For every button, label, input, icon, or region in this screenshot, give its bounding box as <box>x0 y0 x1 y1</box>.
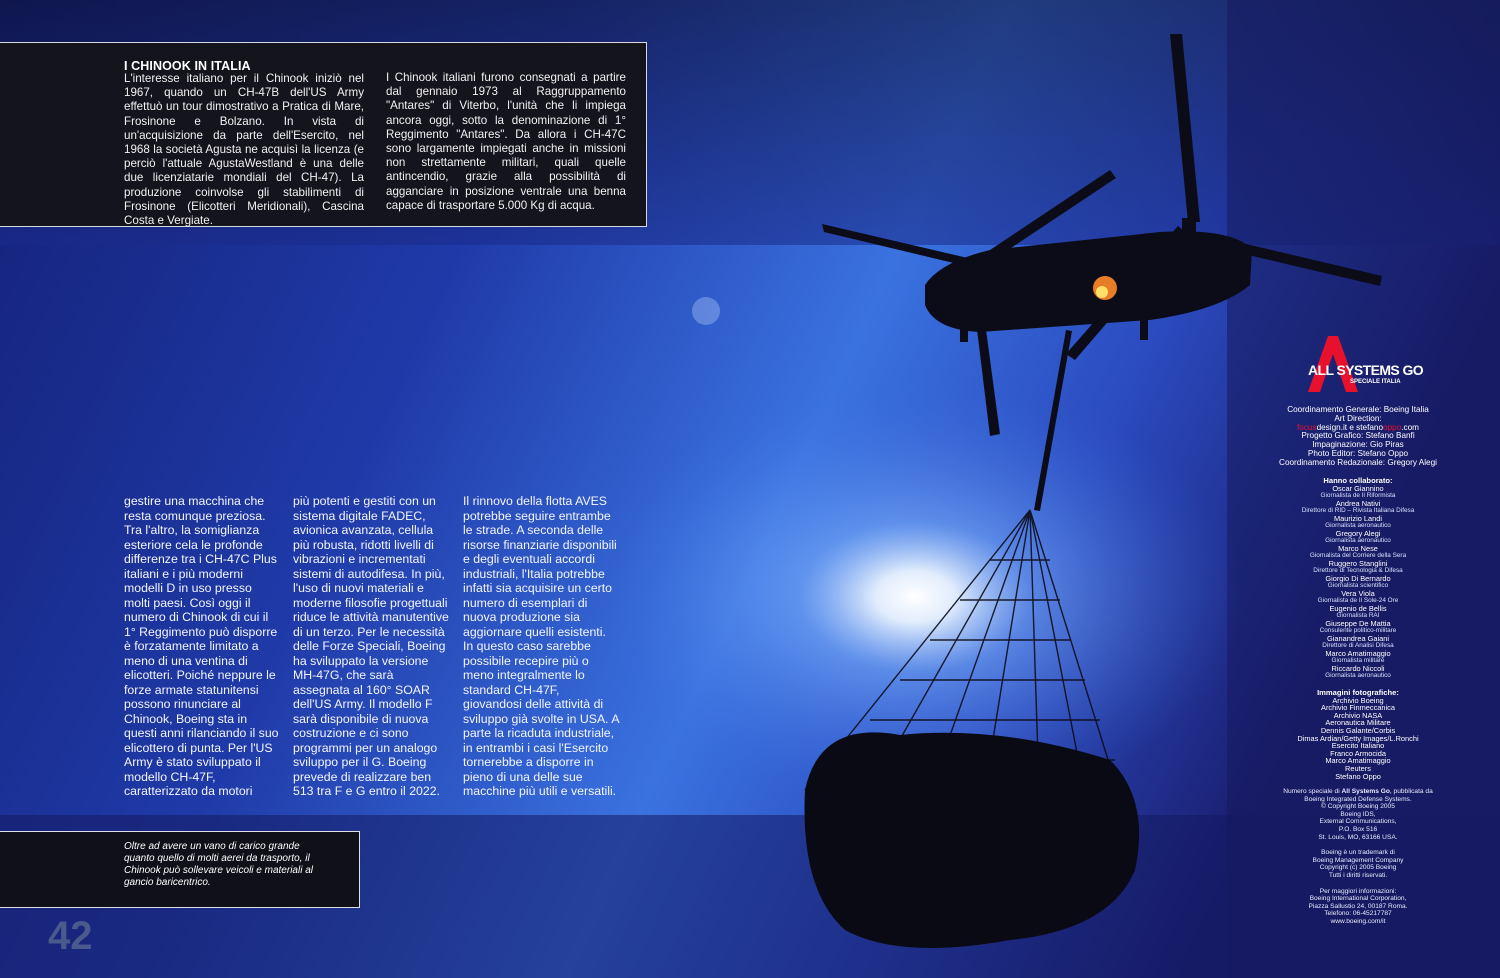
sidebar-title: I CHINOOK IN ITALIA <box>124 59 251 73</box>
body-column-3: Il rinnovo della flotta AVES potrebbe seguire entrambe le strade. A seconda delle risorse finanziarie disponibili e degli eventuali accordi industriali, l'Italia potrebbe infatti sia acquisire un certo numero di esemplari di nuova produzione sia aggiornare quelli esistenti. In questo caso sarebbe possibile recepire più o meno integralmente lo standard CH-47F, giovandosi delle attività di sviluppo già svolte in USA. A parte la ricaduta industriale, in entrambi i casi l'Esercito tornerebbe a disporre in pieno di una delle sue macchine più utili e versatili. <box>463 494 619 798</box>
info-line: www.boeing.com/it <box>1330 918 1386 926</box>
contributors-heading: Hanno collaborato: <box>1323 475 1393 485</box>
cargo-load <box>805 732 1140 948</box>
contributor-name: Riccardo Niccoli <box>1331 663 1385 673</box>
impaginazione: Impaginazione: Gio Piras <box>1312 440 1404 450</box>
contributor-name: Gregory Alegi <box>1335 528 1381 538</box>
art-direction-label: Art Direction: <box>1334 413 1382 423</box>
caption-text: Oltre ad avere un vano di carico grande quanto quello di molti aerei da trasporto, il Chinook può sollevare veicoli e materiali al gancio baricentrico. <box>124 841 313 888</box>
contributor-role: Giornalista del Corriere della Sera <box>1309 552 1407 560</box>
contributor-name: Giuseppe De Mattia <box>1325 618 1391 628</box>
contributor-name: Marco Nese <box>1338 543 1378 553</box>
coord-redazionale: Coordinamento Redazionale: Gregory Alegi <box>1279 457 1437 467</box>
trademark-line: Boeing Management Company <box>1312 856 1404 864</box>
trademark-line: Tutti i diritti riservati. <box>1328 872 1388 880</box>
progetto-grafico: Progetto Grafico: Stefano Banfi <box>1301 431 1415 441</box>
image-credit: Dimas Ardian/Getty Images/L.Ronchi <box>1297 733 1419 743</box>
caption-box <box>0 831 360 908</box>
info-line: Telefono: 06-45217787 <box>1324 910 1392 918</box>
publisher-line: Boeing IDS, <box>1340 810 1376 818</box>
image-credit: Marco Amatimaggio <box>1325 756 1391 766</box>
sidebar-column-2: I Chinook italiani furono consegnati a partire dal gennaio 1973 al Raggruppamento "Antares" di Viterbo, l'unità che li impiega ancora oggi, sotto la denominazione di 1° Reggimento "Antares". Da allora i CH-47C sono largamente impiegati anche in missioni non strettamente militari, quali quelle antincendio, grazie alla possibilità di agganciare in posizione ventrale una benna capace di trasportare 5.000 Kg di acqua. <box>386 71 626 212</box>
trademark-line: Boeing è un trademark di <box>1321 849 1395 857</box>
contributor-role: Giornalista de Il Sole-24 Ore <box>1317 597 1399 605</box>
photo-editor: Photo Editor: Stefano Oppo <box>1307 448 1409 458</box>
contributor-role: Giornalista de Il Riformista <box>1320 492 1396 500</box>
sidebar-box <box>0 42 647 227</box>
sidebar-column-1: L'interesse italiano per il Chinook iniziò nel 1967, quando un CH-47B dell'US Army effettuò un tour dimostrativo a Pratica di Mare, Frosinone e Bolzano. In vista di un'acquisizione da parte dell'Esercito, nel 1968 la società Agusta ne acquisì la licenza (e perciò l'attuale AgustaWestland è una delle due licenziatarie mondiali del CH-47). La produzione coinvolse gli stabilimenti di Frosinone (Elicotteri Meridionali), Cascina Costa e Vergiate. <box>124 72 364 228</box>
info-line: Boeing International Corporation, <box>1309 895 1407 903</box>
all-systems-go-logo <box>1268 330 1448 394</box>
contributor-role: Direttore di Tecnologia & Difesa <box>1313 567 1403 575</box>
trademark-block <box>1268 849 1448 879</box>
images-heading: Immagini fotografiche: <box>1317 687 1399 697</box>
art-direction-value: focusdesign.it e stefanooppo.com <box>1296 422 1419 432</box>
body-column-1: gestire una macchina che resta comunque preziosa. Tra l'altro, la somiglianza esteriore cela le profonde differenze tra i CH-47C Plus italiani e i più moderni modelli D in uso presso molti paesi. Così oggi il numero di Chinook di cui il 1° Reggimento può disporre è forzatamente limitato a meno di una ventina di elicotteri. Poiché neppure le forze armate statunitensi possono rinunciare al Chinook, Boeing sta in questi anni rilanciando il suo elicottero di punta. Per l'US Army è stato sviluppato il modello CH-47F, caratterizzato da motori <box>124 494 279 798</box>
images-list <box>1268 697 1448 781</box>
image-credit: Aeronautica Militare <box>1325 718 1391 728</box>
trademark-line: Copyright (c) 2005 Boeing <box>1319 864 1397 872</box>
contributor-name: Eugenio de Bellis <box>1329 603 1387 613</box>
publisher-line: © Copyright Boeing 2005 <box>1321 803 1395 811</box>
contributor-role: Giornalista RAI <box>1336 612 1380 620</box>
publisher-line: P.O. Box 516 <box>1338 826 1378 834</box>
image-credit: Archivio Boeing <box>1332 695 1384 705</box>
contributor-role: Giornalista aeronautico <box>1325 537 1391 545</box>
contributor-role: Direttore di RID – Rivista Italiana Difesa <box>1301 507 1415 515</box>
image-credit: Archivio Finmeccanica <box>1321 703 1395 713</box>
info-block <box>1268 888 1448 926</box>
contributor-role: Consulente politico-militare <box>1319 627 1397 635</box>
contributor-role: Giornalista aeronautico <box>1325 522 1391 530</box>
contributor-role: Giornalista scientifico <box>1327 582 1389 590</box>
contributor-role: Giornalista militare <box>1331 657 1385 665</box>
publisher-line: St. Louis, MO, 63166 USA. <box>1318 833 1398 841</box>
publisher-line: Boeing Integrated Defense Systems. <box>1304 795 1412 803</box>
image-credit: Franco Armocida <box>1330 748 1386 758</box>
info-line: Piazza Sallustio 24, 00187 Roma. <box>1308 902 1408 910</box>
contributor-name: Gianandrea Gaiani <box>1326 633 1390 643</box>
image-credit: Archivio NASA <box>1333 710 1383 720</box>
image-credit: Dennis Galante/Corbis <box>1320 725 1396 735</box>
page-number: 42 <box>48 914 93 958</box>
publisher-line: External Communications, <box>1319 818 1397 826</box>
coord-generale: Coordinamento Generale: Boeing Italia <box>1287 405 1429 414</box>
image-credit: Stefano Oppo <box>1335 771 1381 781</box>
image-credit: Reuters <box>1345 763 1371 773</box>
contributor-name: Marco Amatimaggio <box>1325 648 1391 658</box>
contributor-name: Ruggero Stanglini <box>1328 558 1388 568</box>
contributor-name: Oscar Giannino <box>1332 483 1384 493</box>
contributor-name: Vera Viola <box>1341 588 1375 598</box>
image-credit: Esercito Italiano <box>1331 741 1385 751</box>
contributors-list <box>1268 485 1448 680</box>
contributor-name: Andrea Nativi <box>1335 498 1381 508</box>
info-line: Per maggiori informazioni: <box>1319 887 1397 895</box>
body-column-2: più potenti e gestiti con un sistema digitale FADEC, avionica avanzata, cellula più robusta, ridotti livelli di vibrazioni e incrementati sistemi di autodifesa. In più, l'uso di nuovi materiali e moderne filosofie progettuali riduce le attività manutentive di un terzo. Per le necessità delle Forze Speciali, Boeing ha sviluppato la versione MH-47G, che sarà assegnata al 160° SOAR dell'US Army. Il modello F sarà disponibile di nuova costruzione e ci sono programmi per un analogo sviluppo per il G. Boeing prevede di realizzare ben 513 tra F e G entro il 2022. <box>293 494 449 798</box>
contributor-name: Giorgio Di Bernardo <box>1325 573 1391 583</box>
logo-sub-text: SPECIALE ITALIA <box>1350 379 1401 385</box>
logo-main-text: ALL SYSTEMS GO <box>1308 362 1424 378</box>
contributor-role: Giornalista aeronautico <box>1325 672 1391 680</box>
contributor-role: Direttore di Analisi Difesa <box>1322 642 1394 650</box>
contributor-name: Maurizio Landi <box>1333 513 1383 523</box>
credits-column <box>1268 330 1448 926</box>
publisher-block: Numero speciale di All Systems Go, pubblicata da Boeing Integrated Defense Systems. © Copyright Boeing 2005 Boeing IDS, External Communications, P.O. Box 516 St. Louis, MO, 63166 USA. <box>1268 788 1448 841</box>
